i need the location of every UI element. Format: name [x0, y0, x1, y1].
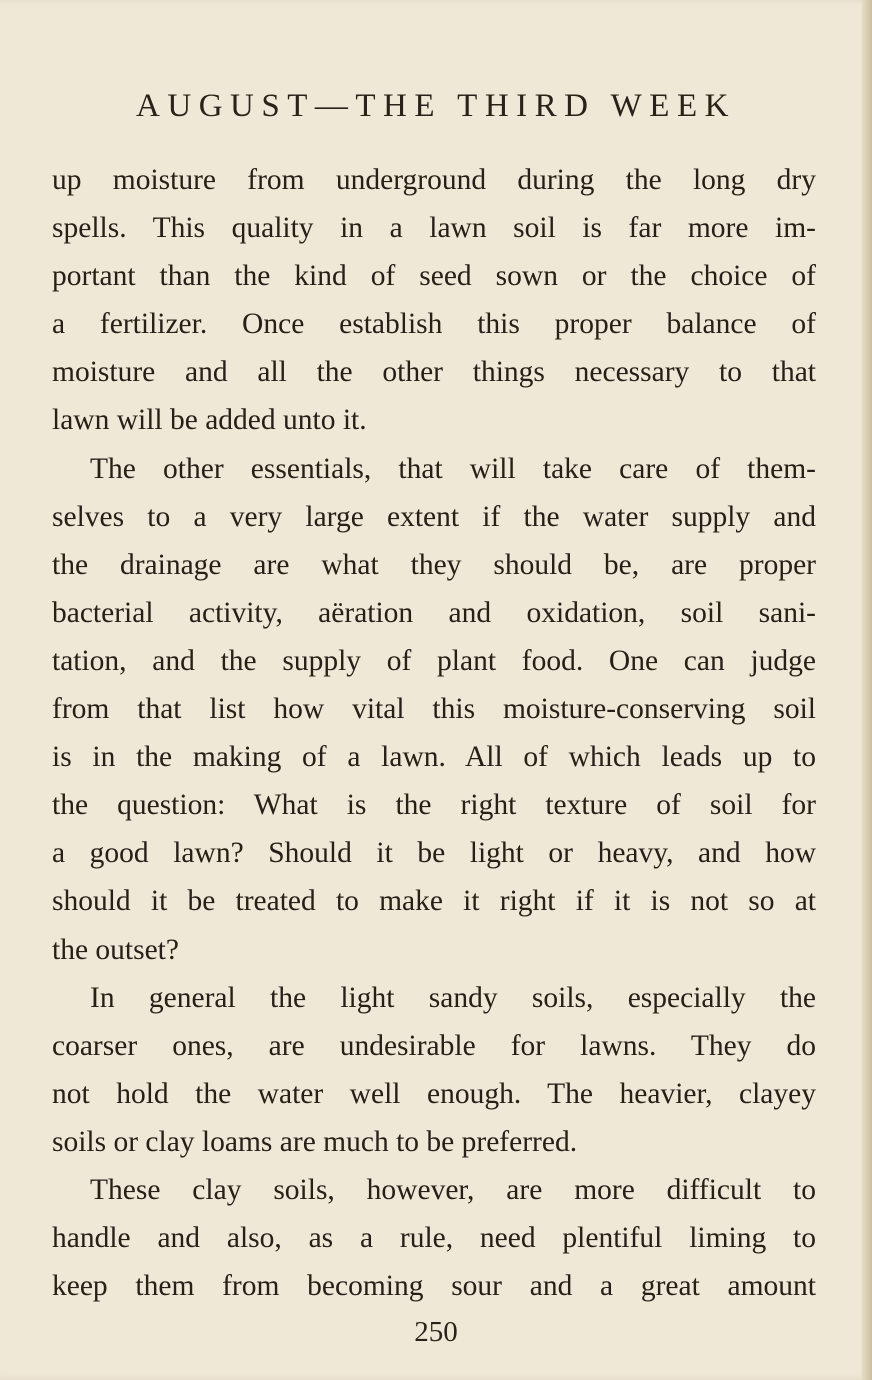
running-head: AUGUST—THE THIRD WEEK: [136, 88, 736, 124]
text-line: portant than the kind of seed sown or the choice of: [52, 260, 816, 293]
body-text: [52, 156, 816, 1310]
paragraph-4: [52, 1166, 816, 1310]
text-line: spells. This quality in a lawn soil is far more im-: [52, 212, 816, 245]
text-line: handle and also, as a rule, need plentiful liming to: [52, 1222, 816, 1255]
paragraph-2: [52, 445, 816, 974]
text-line: moisture and all the other things necessary to that: [52, 356, 816, 389]
text-line: the drainage are what they should be, are proper: [52, 548, 816, 581]
text-line: lawn will be added unto it.: [52, 404, 367, 437]
text-line: not hold the water well enough. The heavier, clayey: [52, 1077, 816, 1110]
text-line: is in the making of a lawn. All of which leads up to: [52, 741, 816, 774]
text-line: The other essentials, that will take care of them-: [90, 452, 816, 485]
text-line: selves to a very large extent if the water supply and: [52, 500, 816, 533]
text-line: keep them from becoming sour and a great amount: [52, 1270, 816, 1303]
page-edge: [862, 0, 872, 1380]
text-line: tation, and the supply of plant food. One can judge: [52, 644, 816, 677]
text-line: should it be treated to make it right if it is not so at: [52, 885, 816, 918]
text-line: soils or clay loams are much to be preferred.: [52, 1125, 578, 1158]
paragraph-3: [52, 974, 816, 1166]
text-line: the outset?: [52, 933, 179, 966]
text-line: up moisture from underground during the long dry: [52, 164, 816, 196]
text-line: from that list how vital this moisture-conserving soil: [52, 693, 816, 726]
text-line: a fertilizer. Once establish this proper balance of: [52, 308, 816, 341]
text-line: These clay soils, however, are more difficult to: [90, 1173, 816, 1206]
text-line: a good lawn? Should it be light or heavy, and how: [52, 837, 816, 870]
page-number: 250: [414, 1316, 458, 1348]
text-line: coarser ones, are undesirable for lawns. They do: [52, 1029, 816, 1062]
text-line: In general the light sandy soils, especially the: [90, 981, 816, 1014]
text-line: bacterial activity, aëration and oxidation, soil sani-: [52, 596, 816, 629]
text-line: the question: What is the right texture of soil for: [52, 789, 816, 822]
paragraph-1: [52, 156, 816, 445]
